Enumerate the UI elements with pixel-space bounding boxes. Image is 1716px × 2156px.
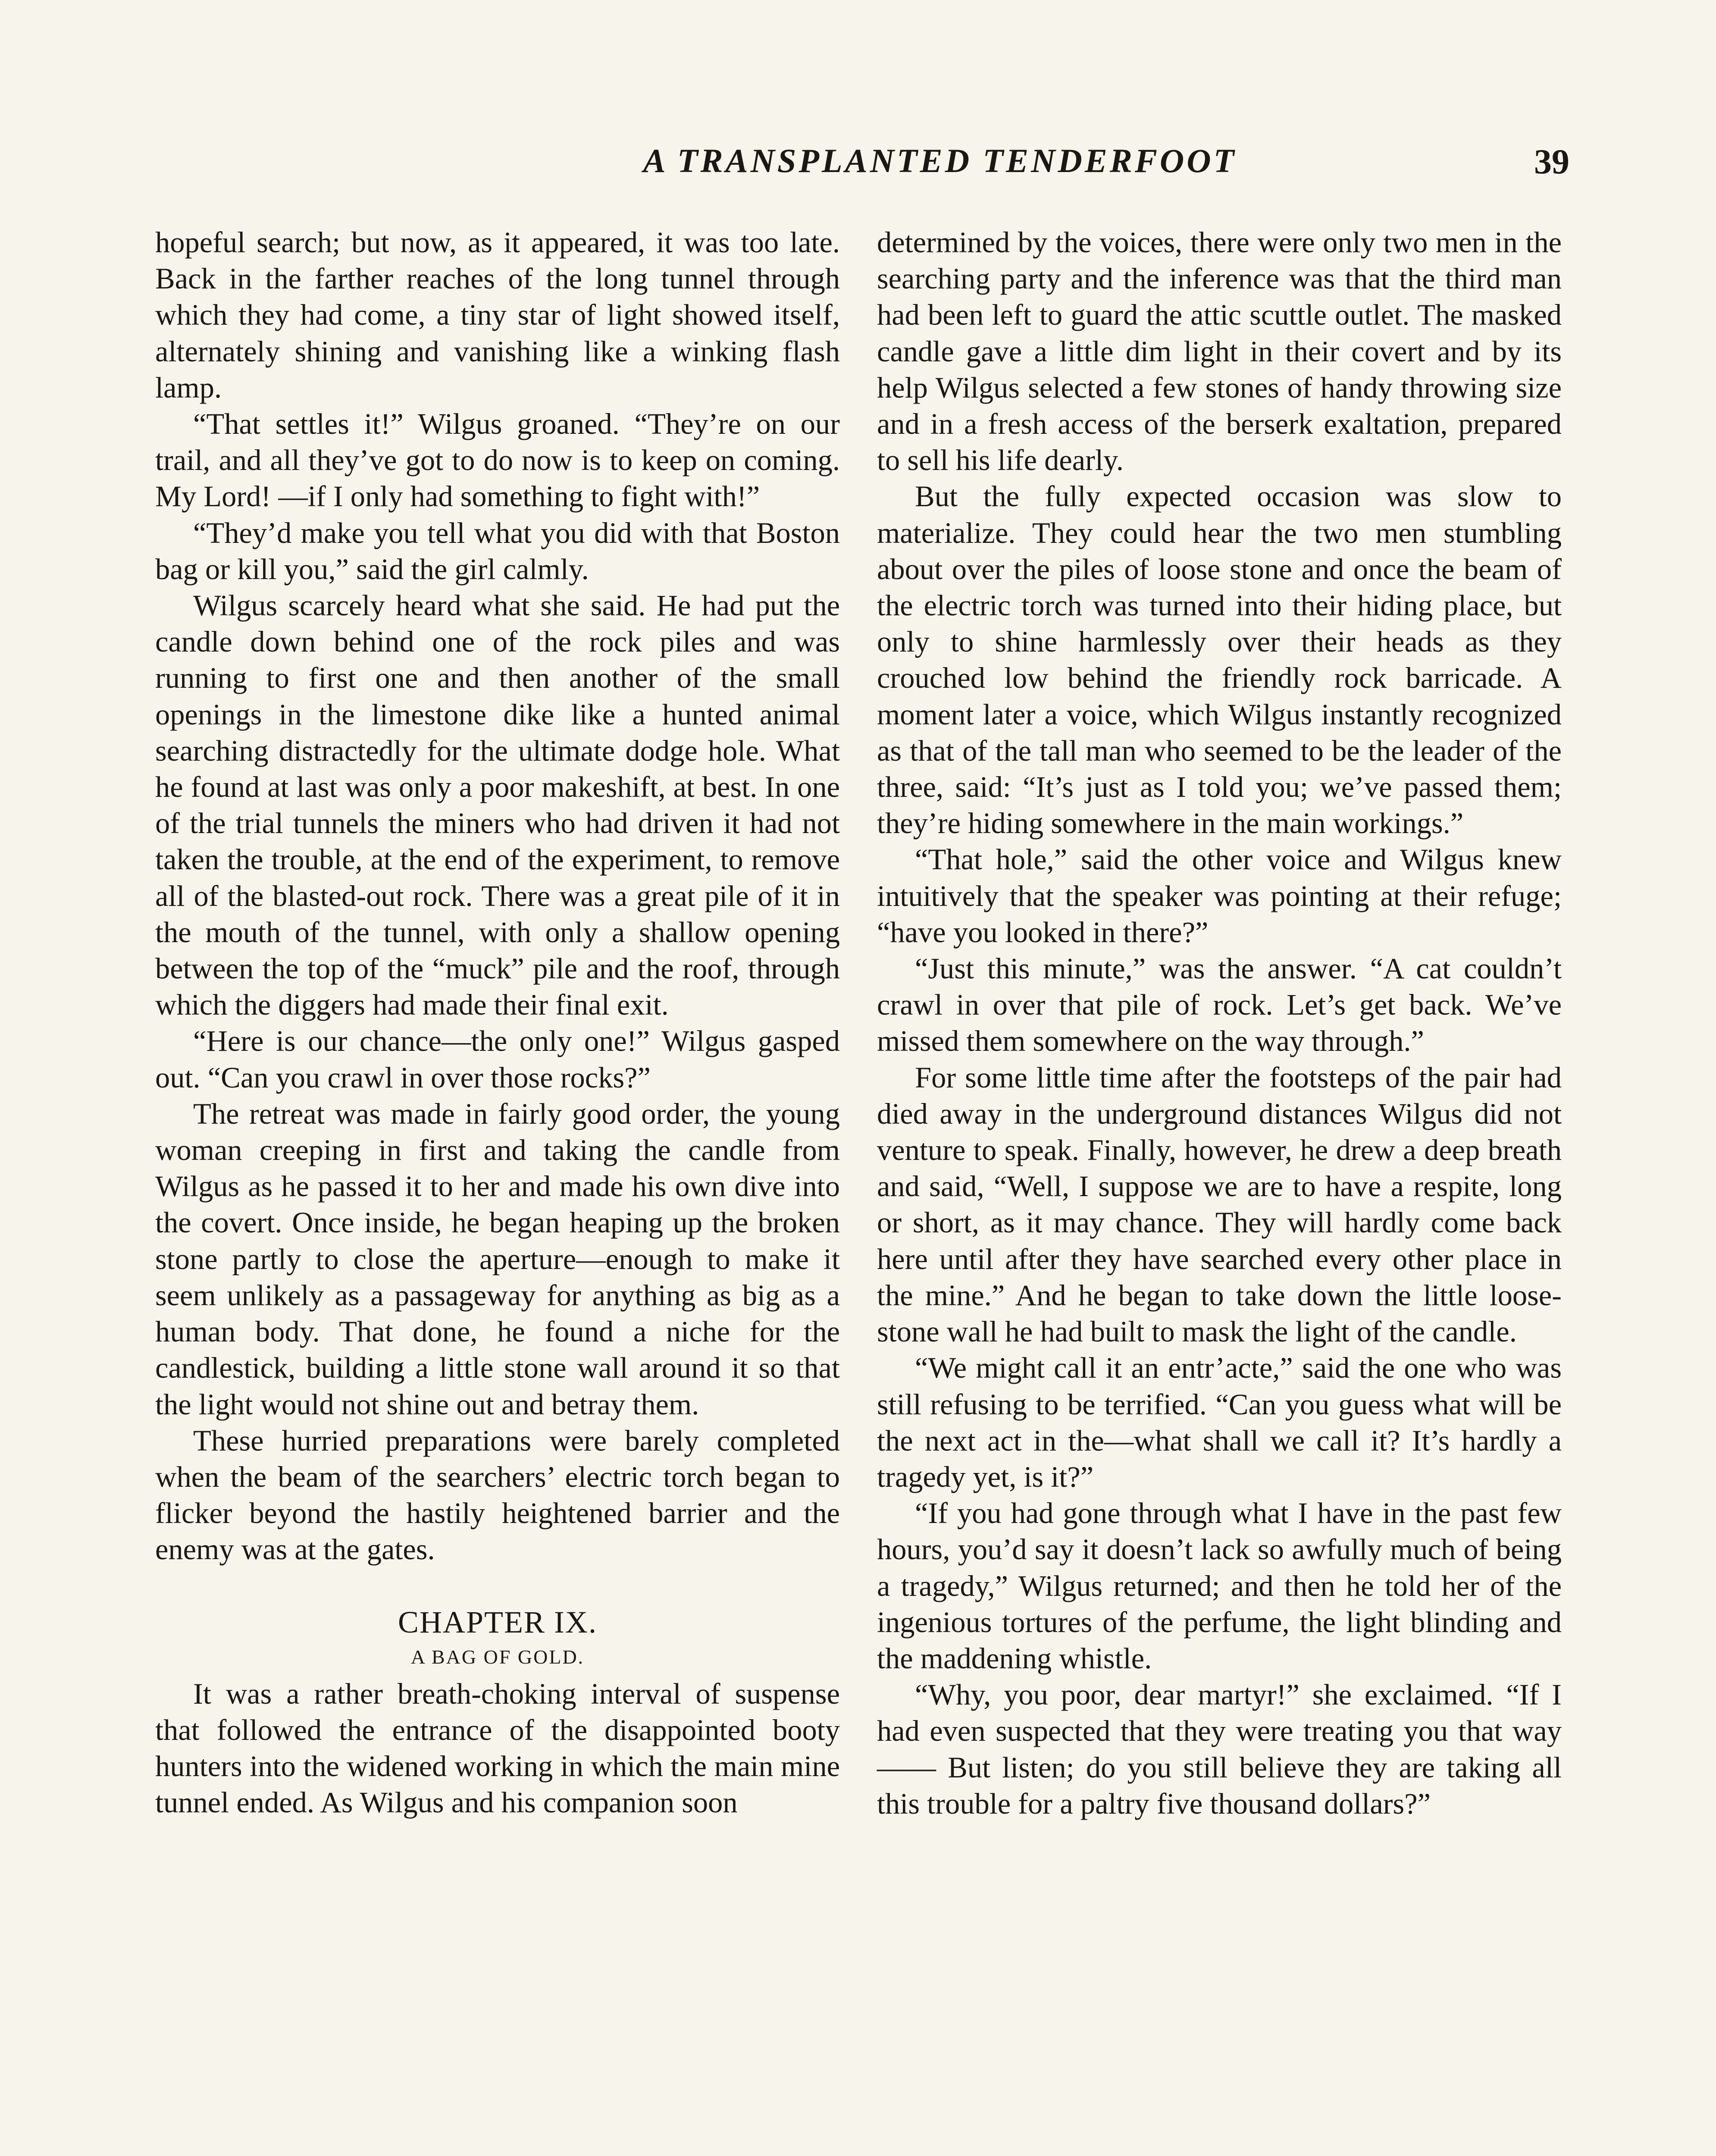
right-column [877, 224, 1562, 1822]
paragraph: For some little time after the footsteps of the pair had died away in the underground distances Wilgus did not venture to speak. Finally, however, he drew a deep breath and said, “Well, I suppose we are to have a respite, long or short, as it may chance. They will hardly come back here until after they have searched every other place in the mine.” And he began to take down the little loose-stone wall he had built to mask the light of the candle. [877, 1061, 1562, 1348]
chapter-heading: CHAPTER IX. [398, 1604, 597, 1639]
page-number: 39 [1534, 142, 1569, 181]
paragraph: “Why, you poor, dear martyr!” she exclaimed. “If I had even suspected that they were treating you that way—— But listen; do you still believe they are taking all this trouble for a paltry five thousand dollars?” [877, 1678, 1562, 1820]
paragraph: hopeful search; but now, as it appeared, it was too late. Back in the farther reaches of the long tunnel through which they had come, a tiny star of light showed itself, alternately shining and vanishing like a winking flash lamp. [155, 226, 840, 404]
paragraph: These hurried preparations were barely completed when the beam of the searchers’ electric torch began to flicker beyond the hastily heightened barrier and the enemy was at the gates. [155, 1424, 840, 1566]
paragraph: “Just this minute,” was the answer. “A cat couldn’t crawl in over that pile of rock. Let’s get back. We’ve missed them somewhere on the way through.” [877, 952, 1562, 1058]
running-title: A TRANSPLANTED TENDERFOOT [643, 142, 1237, 179]
chapter-subtitle: A BAG OF GOLD. [410, 1645, 585, 1668]
paragraph: But the fully expected occasion was slow to materialize. They could hear the two men stumbling about over the piles of loose stone and once the beam of the electric torch was turned into their hiding place, but only to shine harmlessly over their heads as they crouched low behind the friendly rock barricade. A moment later a voice, which Wilgus instantly recognized as that of the tall man who seemed to be the leader of the three, said: “It’s just as I told you; we’ve passed them; they’re hiding somewhere in the main workings.” [877, 480, 1562, 840]
page-header [155, 141, 1569, 193]
paragraph: It was a rather breath-choking interval of suspense that followed the entrance of the disappointed booty hunters into the widened working in which the main mine tunnel ended. As Wilgus and his companion soon [155, 1677, 840, 1819]
paragraph: “That hole,” said the other voice and Wilgus knew intuitively that the speaker was pointing at their refuge; “have you looked in there?” [877, 843, 1562, 949]
paragraph: “Here is our chance—the only one!” Wilgus gasped out. “Can you crawl in over those rocks?” [155, 1025, 840, 1094]
paragraph: “We might call it an entr’acte,” said the one who was still refusing to be terrified. “Can you guess what will be the next act in the—what shall we call it? It’s hardly a tragedy yet, is it?” [877, 1351, 1562, 1493]
paragraph: The retreat was made in fairly good order, the young woman creeping in first and taking the candle from Wilgus as he passed it to her and made his own dive into the covert. Once inside, he began heaping up the broken stone partly to close the aperture—enough to make it seem unlikely as a passageway for anything as big as a human body. That done, he found a niche for the candlestick, building a little stone wall around it so that the light would not shine out and betray them. [155, 1097, 840, 1421]
paragraph: “If you had gone through what I have in the past few hours, you’d say it doesn’t lack so awfully much of being a tragedy,” Wilgus returned; and then he told her of the ingenious tortures of the perfume, the light blinding and the maddening whistle. [877, 1497, 1562, 1675]
paragraph: “That settles it!” Wilgus groaned. “They’re on our trail, and all they’ve got to do now is to keep on coming. My Lord! —if I only had something to fight with!” [155, 407, 840, 513]
left-column [155, 224, 840, 1821]
paragraph: Wilgus scarcely heard what she said. He had put the candle down behind one of the rock piles and was running to first one and then another of the small openings in the limestone dike like a hunted animal searching distractedly for the ultimate dodge hole. What he found at last was only a poor makeshift, at best. In one of the trial tunnels the miners who had driven it had not taken the trouble, at the end of the experiment, to remove all of the blasted-out rock. There was a great pile of it in the mouth of the tunnel, with only a shallow opening between the top of the “muck” pile and the roof, through which the diggers had made their final exit. [155, 589, 840, 1022]
paragraph: “They’d make you tell what you did with that Boston bag or kill you,” said the girl calmly. [155, 516, 840, 586]
paragraph: determined by the voices, there were only two men in the searching party and the inference was that the third man had been left to guard the attic scuttle outlet. The masked candle gave a little dim light in their covert and by its help Wilgus selected a few stones of handy throwing size and in a fresh access of the berserk exaltation, prepared to sell his life dearly. [877, 226, 1562, 477]
